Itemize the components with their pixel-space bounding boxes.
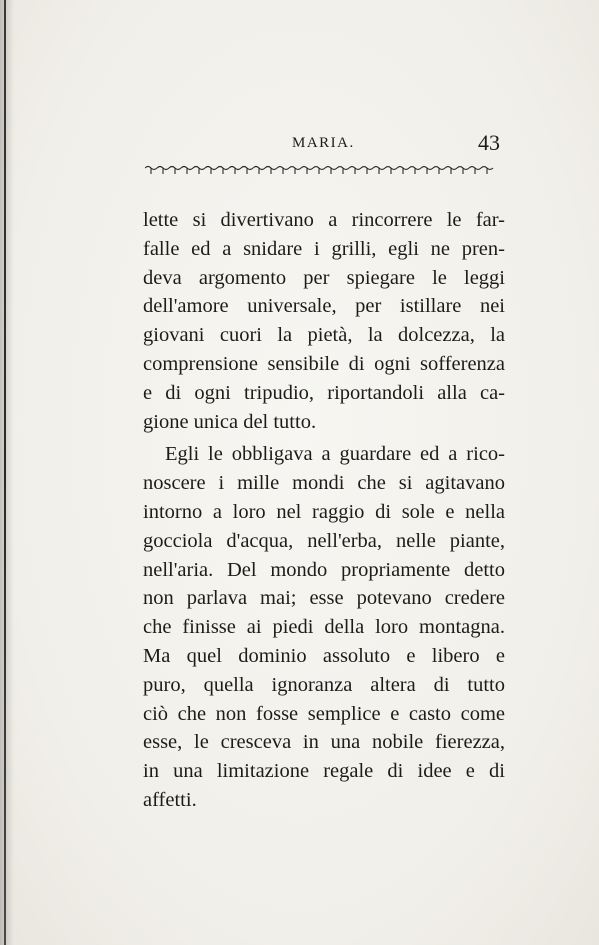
ornament-motif [157,167,169,175]
text-line: intorno a loro nel raggio di sole e nella [143,500,505,523]
ornament-motif [229,167,241,175]
ornament-motif [169,167,181,175]
text-line: dell'amore universale, per istillare nei [143,295,505,318]
body-text [143,206,505,815]
ornament-motif [313,167,325,175]
spine-edge [4,0,6,945]
ornament-motif [433,167,445,175]
text-line: giovani cuori la pietà, la dolcezza, la [143,324,505,347]
ornament-motif [253,167,265,175]
running-head: MARIA. [292,135,355,151]
page-number: 43 [478,130,500,155]
paragraph-2 [143,440,505,814]
ornament-motif [145,167,157,175]
text-line: falle ed a snidare i grilli, egli ne pren- [143,237,505,260]
text-line: e di ogni tripudio, riportandoli alla ca- [143,381,505,404]
ornament-motif [205,167,217,175]
text-line: Ma quel dominio assoluto e libero e [143,644,505,667]
ornament-motif [481,167,493,175]
ornament-motif [337,167,349,175]
ornament-motif [445,167,457,175]
text-line: nell'aria. Del mondo propriamente detto [143,558,505,581]
text-line: comprensione sensibile di ogni sofferenza [143,352,505,375]
text-line: non parlava mai; esse potevano credere [143,587,505,610]
text-line: esse, le cresceva in una nobile fierezza, [143,731,505,754]
paragraph-1 [143,206,505,436]
text-line: che finisse ai piedi della loro montagna. [143,616,505,639]
text-line: ciò che non fosse semplice e casto come [143,702,505,725]
ornament-motif [373,167,385,175]
text-line: Egli le obbligava a guardare ed a rico- [165,443,505,466]
text-line: puro, quella ignoranza altera di tutto [143,673,505,696]
text-line: gione unica del tutto. [143,410,317,433]
ornament-motif [385,167,397,175]
ornament-motif [241,167,253,175]
ornament-motif [349,167,361,175]
ornament-motif [421,167,433,175]
ornament-motif [193,167,205,175]
text-line: lette si divertivano a rincorrere le far- [143,209,505,231]
ornament-motif [217,167,229,175]
text-line: affetti. [143,788,197,811]
ornament-motif [181,167,193,175]
ornament-motif [289,167,301,175]
text-line: noscere i mille mondi che si agitavano [143,472,505,495]
spine-shadow [0,0,14,945]
ornament-motif [265,167,277,175]
text-line: deva argomento per spiegare le leggi [143,266,505,289]
ornament-motif [409,167,421,175]
text-line: in una limitazione regale di idee e di [143,760,505,783]
ornament-motif [457,167,469,175]
ornament-motif [361,167,373,175]
ornament-motif [277,167,289,175]
ornament-motif [397,167,409,175]
ornament-motif [469,167,481,175]
text-line: gocciola d'acqua, nell'erba, nelle piante, [143,529,505,552]
ornament-motif [325,167,337,175]
decorative-border-ornament [145,164,503,178]
ornament-motif [301,167,313,175]
